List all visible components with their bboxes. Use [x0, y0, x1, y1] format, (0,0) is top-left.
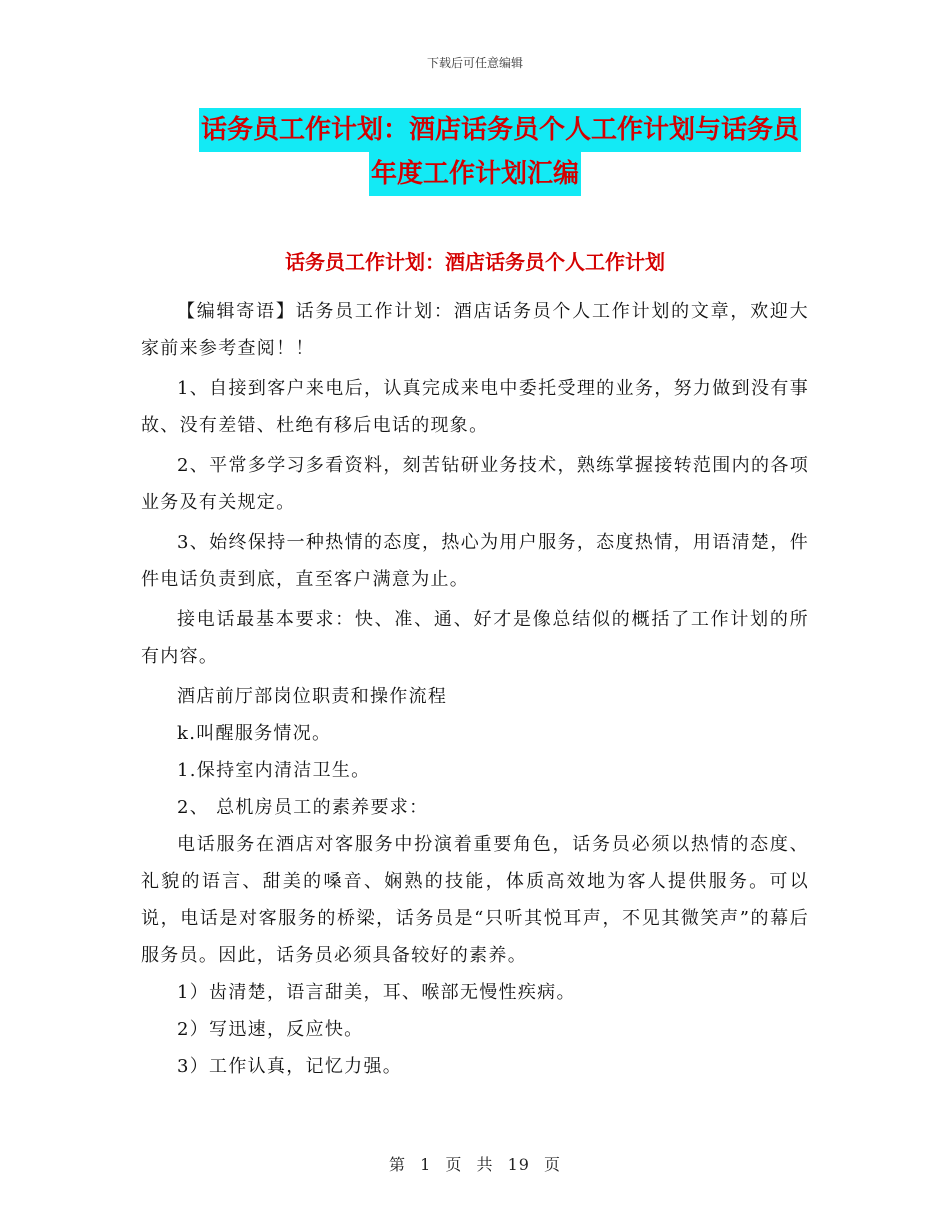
paragraph-front-office-duties: 酒店前厅部岗位职责和操作流程 — [177, 686, 448, 707]
paragraph-item-2: 2、平常多学习多看资料，刻苦钻研业务技术，熟练掌握接转范围内的各项业务及有关规定。 — [141, 455, 809, 513]
document-title-line-1: 话务员工作计划：酒店话务员个人工作计划与话务员 — [199, 108, 801, 152]
paragraph-basic-requirements: 接电话最基本要求：快、准、通、好才是像总结似的概括了工作计划的所有内容。 — [141, 609, 809, 667]
paragraph-operator-requirements: 2、 总机房员工的素养要求： — [177, 797, 429, 818]
document-title-line-2: 年度工作计划汇编 — [369, 152, 581, 196]
paragraph-phone-service: 电话服务在酒店对客服务中扮演着重要角色，话务员必须以热情的态度、礼貌的语言、甜美的嗓音、娴熟的技能，体质高效地为客人提供服务。可以说，电话是对客服务的桥梁，话务员是“只听其悦耳声，不见其微笑声”的幕后服务员。因此，话务员必须具备较好的素养。 — [141, 834, 809, 966]
paragraph-item-3: 3、始终保持一种热情的态度，热心为用户服务，态度热情，用语清楚，件件电话负责到底，直至客户满意为止。 — [141, 532, 809, 590]
footer-total-pages: 19 — [507, 1155, 530, 1174]
footer-current-page: 1 — [420, 1155, 432, 1174]
header-note: 下载后可任意编辑 — [426, 56, 523, 70]
paragraph-req-1: 1）齿清楚，语言甜美，耳、喉部无慢性疾病。 — [177, 982, 576, 1003]
paragraph-editor-note: 【编辑寄语】话务员工作计划：酒店话务员个人工作计划的文章，欢迎大家前来参考查阅！！ — [141, 301, 809, 359]
footer-label-total: 共 — [476, 1155, 494, 1174]
section-title: 话务员工作计划：酒店话务员个人工作计划 — [285, 250, 665, 274]
paragraph-req-3: 3）工作认真，记忆力强。 — [177, 1056, 403, 1077]
footer-label-page: 第 — [388, 1155, 406, 1174]
footer-label-unit: 页 — [445, 1155, 463, 1174]
paragraph-req-2: 2）写迅速，反应快。 — [177, 1019, 364, 1040]
paragraph-clean-room: 1.保持室内清洁卫生。 — [177, 760, 371, 781]
paragraph-wakeup-service: k.叫醒服务情况。 — [177, 723, 332, 744]
page-footer — [0, 1152, 950, 1175]
document-body — [141, 293, 809, 1085]
document-title — [0, 108, 950, 196]
paragraph-item-1: 1、自接到客户来电后，认真完成来电中委托受理的业务，努力做到没有事故、没有差错、杜绝有移后电话的现象。 — [141, 378, 809, 436]
footer-label-unit-2: 页 — [544, 1155, 562, 1174]
